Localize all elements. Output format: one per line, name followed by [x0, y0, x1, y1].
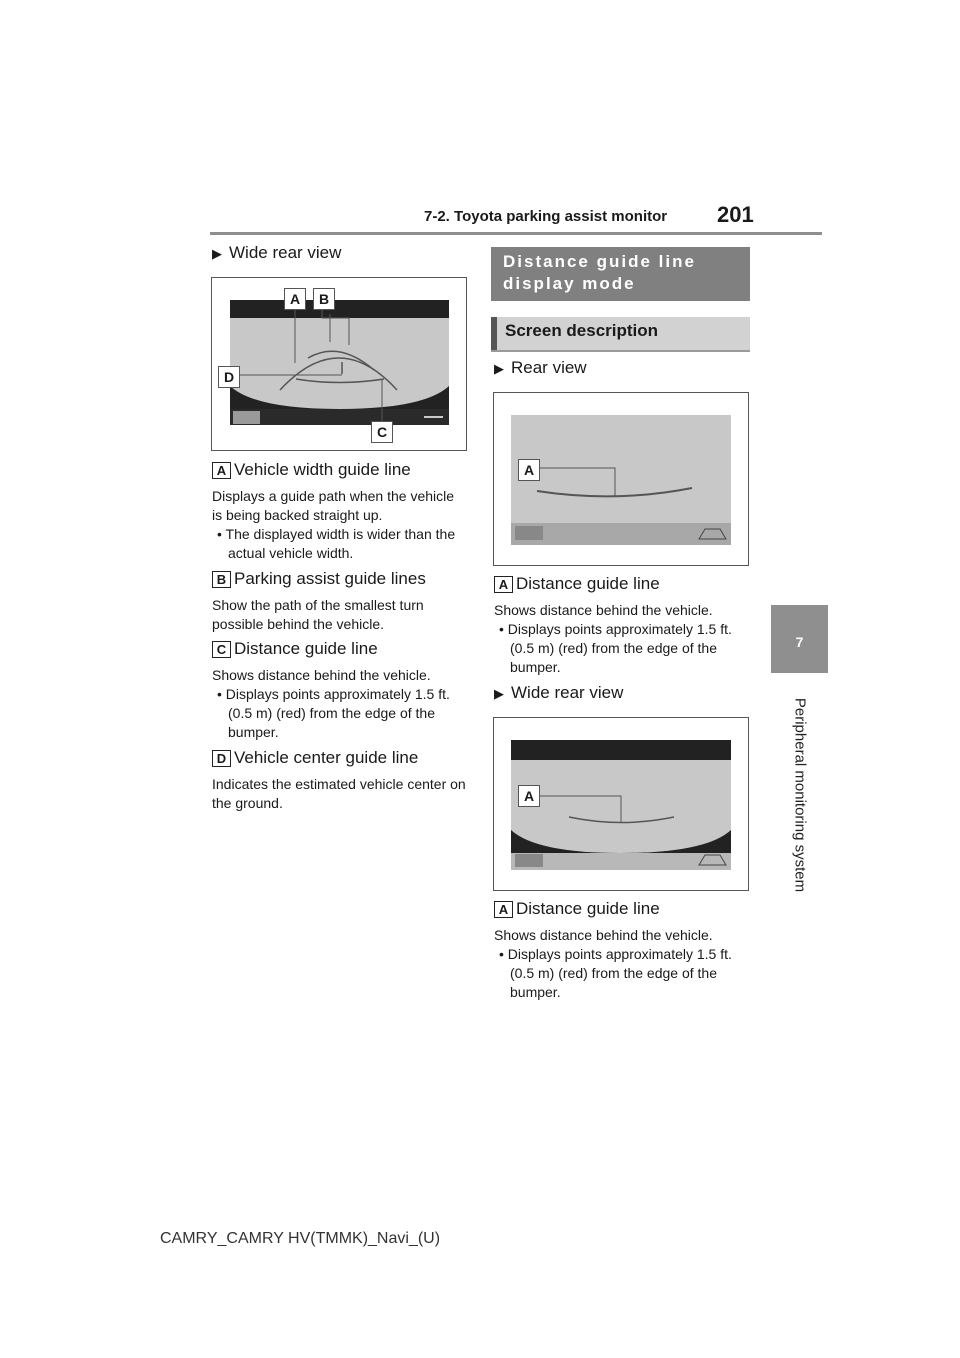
bullet-label: Wide rear view [511, 683, 624, 702]
item-title: Distance guide line [516, 899, 660, 918]
subsection-rule [491, 350, 750, 352]
wide-rear-view-figure [211, 277, 467, 451]
triangle-bullet-icon: ▶ [494, 361, 504, 376]
legend-item-b [212, 569, 468, 634]
rear-view-figure [493, 392, 749, 566]
triangle-bullet-icon: ▶ [212, 246, 222, 261]
item-bullet: • Displays points approximately 1.5 ft. (0.5 m) (red) from the edge of the bumper. [217, 686, 450, 740]
badge-b: B [212, 571, 231, 588]
item-title: Distance guide line [234, 639, 378, 658]
figure-label-c: C [371, 421, 393, 443]
item-text: Displays a guide path when the vehicle is being backed straight up. [212, 488, 455, 523]
item-text: Shows distance behind the vehicle. [494, 927, 713, 943]
badge-a: A [212, 462, 231, 479]
legend-item-a [212, 460, 468, 563]
item-title: Distance guide line [516, 574, 660, 593]
rear-view-heading [494, 358, 587, 378]
item-bullet: • Displays points approximately 1.5 ft. (0.5 m) (red) from the edge of the bumper. [499, 946, 732, 1000]
section-header: 7-2. Toyota parking assist monitor [424, 208, 668, 225]
bullet-label: Wide rear view [229, 243, 342, 262]
subsection-title: Screen description [491, 317, 750, 350]
item-text: Indicates the estimated vehicle center on the ground. [212, 776, 466, 811]
badge-c: C [212, 641, 231, 658]
section-title: Distance guide line display mode [491, 247, 750, 301]
badge-d: D [212, 750, 231, 767]
figure-label-a: A [284, 288, 306, 310]
item-title: Vehicle center guide line [234, 748, 419, 767]
document-footer: CAMRY_CAMRY HV(TMMK)_Navi_(U) [160, 1230, 441, 1247]
chapter-title-text: Peripheral monitoring system [791, 697, 809, 893]
chapter-number: 7 [795, 634, 804, 650]
page-number: 201 [717, 202, 754, 227]
chapter-tab [771, 605, 828, 673]
item-bullet: • Displays points approximately 1.5 ft. (0.5 m) (red) from the edge of the bumper. [499, 621, 732, 675]
wide-rear-view-figure-2 [493, 717, 749, 891]
rear-view-legend-item-a [494, 574, 750, 677]
item-text: Show the path of the smallest turn possible behind the vehicle. [212, 597, 424, 632]
wide-rear-view-heading [212, 243, 341, 263]
item-bullet: • The displayed width is wider than the actual vehicle width. [217, 526, 456, 561]
figure-label-d: D [218, 366, 240, 388]
badge-a: A [494, 901, 513, 918]
figure-label-a: A [518, 459, 540, 481]
header-rule [210, 232, 822, 235]
bullet-label: Rear view [511, 358, 587, 377]
figure-label-a: A [518, 785, 540, 807]
figure-label-b: B [313, 288, 335, 310]
wide-rear-view-heading-2 [494, 683, 623, 703]
item-text: Shows distance behind the vehicle. [494, 602, 713, 618]
wide-view-legend-item-a [494, 899, 750, 1002]
item-title: Vehicle width guide line [234, 460, 411, 479]
item-text: Shows distance behind the vehicle. [212, 667, 431, 683]
item-title: Parking assist guide lines [234, 569, 426, 588]
chapter-title [758, 680, 842, 910]
badge-a: A [494, 576, 513, 593]
legend-item-d [212, 748, 468, 813]
triangle-bullet-icon: ▶ [494, 686, 504, 701]
legend-item-c [212, 639, 468, 742]
